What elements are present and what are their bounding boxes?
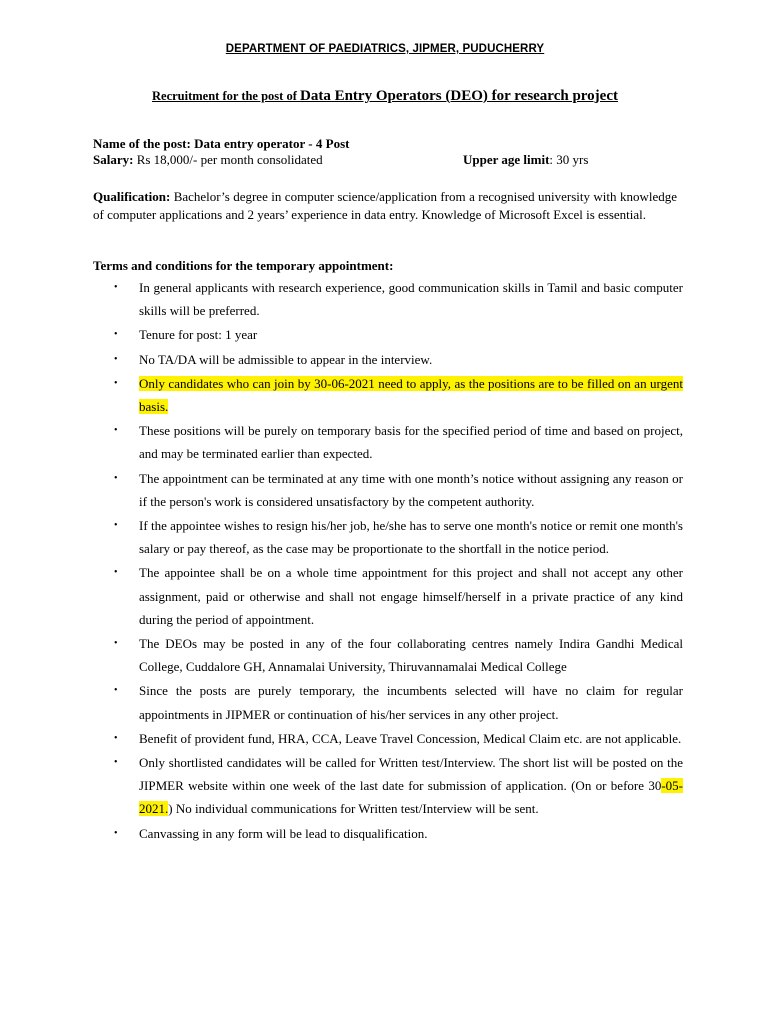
- term-text: Benefit of provident fund, HRA, CCA, Leave Travel Concession, Medical Claim etc. are not applicable.: [139, 730, 682, 746]
- age-value: : 30 yrs: [549, 152, 589, 167]
- salary-line: [93, 152, 323, 168]
- list-item: [93, 276, 683, 322]
- term-text: Canvassing in any form will be lead to disqualification.: [139, 825, 428, 841]
- bullet-icon: •: [114, 425, 118, 437]
- list-item: [93, 727, 683, 750]
- bullet-icon: •: [114, 329, 118, 341]
- list-item: [93, 822, 683, 845]
- list-item-shortlist: [93, 751, 683, 821]
- list-item: [93, 561, 683, 631]
- bullet-icon: •: [114, 282, 118, 293]
- bullet-icon: •: [114, 377, 118, 389]
- term-text: No TA/DA will be admissible to appear in the interview.: [139, 351, 433, 367]
- term-text: In general applicants with research experience, good communication skills in Tamil and basic computer skills will be preferred.: [139, 280, 683, 319]
- bullet-icon: •: [114, 353, 118, 365]
- terms-list: [93, 276, 683, 846]
- bullet-icon: •: [114, 685, 118, 697]
- shortlist-after: ) No individual communications for Written test/Interview will be sent.: [168, 801, 539, 817]
- bullet-icon: •: [114, 827, 118, 839]
- term-text: The appointee shall be on a whole time appointment for this project and shall not accept any other assignment, paid or otherwise and shall not engage himself/herself in a private practice of any kind during the period of appointment.: [139, 565, 683, 627]
- term-text-highlighted: Only candidates who can join by 30-06-2021 need to apply, as the positions are to be filled on an urgent basis.: [139, 375, 683, 415]
- salary-label: Salary:: [93, 152, 134, 167]
- department-heading: DEPARTMENT OF PAEDIATRICS, JIPMER, PUDUCHERRY: [225, 43, 545, 55]
- shortlist-before: Only shortlisted candidates will be called for Written test/Interview. The short list will be posted on the JIPMER website within one week of the last date for submission of application. (On or before 30: [139, 755, 683, 794]
- list-item: [93, 323, 683, 346]
- list-item: [93, 467, 683, 513]
- term-text: If the appointee wishes to resign his/her job, he/she has to serve one month's notice or remit one month's salary or pay thereof, as the case may be proportionate to the shortfall in the notice period.: [139, 518, 683, 557]
- term-text: Tenure for post: 1 year: [139, 327, 258, 343]
- qualification-paragraph: [93, 188, 677, 223]
- recruitment-title: [0, 88, 770, 105]
- term-text: The DEOs may be posted in any of the four collaborating centres namely Indira Gandhi Medical College, Cuddalore GH, Annamalai University, Thiruvannamalai Medical College: [139, 636, 683, 675]
- bullet-icon: •: [114, 567, 118, 579]
- bullet-icon: •: [114, 638, 118, 650]
- salary-value: Rs 18,000/- per month consolidated: [133, 152, 323, 167]
- bullet-icon: •: [114, 472, 118, 484]
- recruitment-post: Data Entry Operators (DEO) for research project: [300, 88, 618, 104]
- age-limit: [463, 152, 588, 168]
- shortlist-date-highlight: -05-2021.: [139, 778, 683, 817]
- term-text: Since the posts are purely temporary, the incumbents selected will have no claim for regular appointments in JIPMER or continuation of his/her services in any other project.: [139, 683, 683, 722]
- term-text: These positions will be purely on temporary basis for the specified period of time and based on project, and may be terminated earlier than expected.: [139, 423, 683, 462]
- list-item: [93, 632, 683, 678]
- bullet-icon: •: [114, 757, 118, 769]
- list-item: [93, 348, 683, 371]
- list-item: [93, 419, 683, 465]
- recruitment-prefix: Recruitment for the post of: [152, 89, 300, 103]
- list-item: [93, 679, 683, 725]
- list-item: [93, 514, 683, 560]
- qualification-text: Bachelor’s degree in computer science/application from a recognised university with knowledge of computer applications and 2 years’ experience in data entry. Knowledge of Microsoft Excel is essential.: [93, 189, 677, 222]
- term-text: The appointment can be terminated at any time with one month’s notice without assigning any reason or if the person's work is considered unsatisfactory by the competent authority.: [139, 470, 683, 509]
- age-label: Upper age limit: [463, 152, 550, 167]
- qualification-label: Qualification:: [93, 189, 171, 204]
- terms-heading: Terms and conditions for the temporary appointment:: [93, 258, 394, 273]
- bullet-icon: •: [114, 520, 118, 532]
- bullet-icon: •: [114, 732, 118, 744]
- list-item-highlighted: [93, 372, 683, 418]
- post-name: Name of the post: Data entry operator - 4 Post: [93, 136, 350, 151]
